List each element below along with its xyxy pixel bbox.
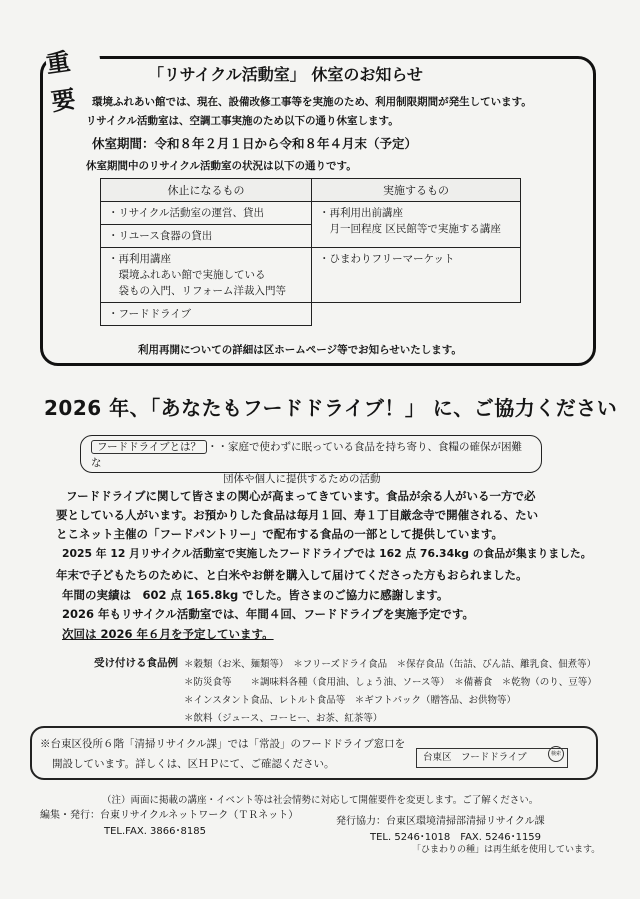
suspended-item: ・リサイクル活動室の運営、貸出 — [108, 207, 265, 219]
notice-line-1: 環境ふれあい館では、現在、設備改修工事等を実施のため、利用制限期間が発生しています。 — [92, 96, 532, 108]
continued-item: ・再利用出前講座 — [319, 207, 403, 219]
col-header-continued: 実施するもの — [312, 179, 521, 202]
para-line: 2025 年 12 月リサイクル活動室で実施したフードドライブでは 162 点 76.34kg の食品が集まりました。 — [62, 547, 592, 560]
accepted-line: ＊穀類（お米、麺類等） ＊フリーズドライ食品 ＊保存食品（缶詰、びん詰、離乳食、佃煮等） — [184, 659, 597, 670]
search-box[interactable] — [416, 748, 568, 768]
footer-paper-note: 「ひまわりの種」は再生紙を使用しています。 — [412, 845, 601, 855]
food-drive-headline: 2026 年、「あなたもフードドライブ！」 に、ご協力ください — [44, 396, 618, 420]
permanent-line-1: ※台東区役所６階「清掃リサイクル課」では「常設」のフードドライブ窓口を — [40, 738, 406, 750]
suspended-cell-0 — [101, 202, 312, 225]
para-line: 年末で子どもたちのために、と白米やお餅を購入して届けてくださった方もおられました。 — [56, 568, 528, 582]
suspended-item-detail: 環境ふれあい館で実施している — [108, 269, 266, 281]
footer-note: （注）両面に掲載の講座・イベント等は社会情勢に対応して開催要件を変更します。ご了解ください。 — [102, 795, 539, 806]
definition-term: フードドライブとは？ — [91, 440, 207, 454]
permanent-line-2: 開設しています。詳しくは、区ＨＰにて、ご確認ください。 — [52, 758, 335, 770]
continued-item-detail: 月一回程度 区民館等で実施する講座 — [319, 223, 501, 235]
definition-text-2: 団体や個人に提供するための活動 — [223, 473, 381, 485]
footer-coop-tel: TEL. 5246･1018 FAX. 5246･1159 — [370, 832, 542, 843]
para-line: とこネット主催の「フードパントリー」で配布する食品の一部として提供しています。 — [56, 527, 504, 541]
col-header-suspended: 休止になるもの — [101, 179, 312, 202]
accepted-line: ＊防災食等 ＊調味料各種（食用油、しょう油、ソース等） ＊備蓄食 ＊乾物（のり、豆等） — [184, 677, 597, 688]
search-text: 台東区 フードドライブ — [423, 752, 527, 763]
empty-cell — [312, 303, 521, 326]
footer-editor: 編集・発行：台東リサイクルネットワーク（ＴＲネット） — [40, 810, 299, 821]
status-table — [100, 178, 521, 326]
para-line: 2026 年もリサイクル活動室では、年間４回、フードドライブを実施予定です。 — [62, 607, 474, 621]
accepted-label: 受け付ける食品例 — [94, 657, 178, 669]
closure-period-label: 休室期間： — [92, 136, 155, 151]
para-line-next: 次回は 2026 年６月を予定しています。 — [62, 627, 274, 641]
para-line: 年間の実績は 602 点 165.8kg でした。皆さまのご協力に感謝します。 — [62, 588, 449, 602]
notice-line-2: リサイクル活動室は、空調工事実施のため以下の通り休室します。 — [86, 115, 399, 127]
footer-coop: 発行協力：台東区環境清掃部清掃リサイクル課 — [336, 816, 545, 827]
notice-title: 「リサイクル活動室」 休室のお知らせ — [148, 65, 423, 84]
closure-period-value: 令和８年２月１日から令和８年４月末（予定） — [154, 136, 418, 151]
important-badge: 重 要 — [44, 38, 103, 83]
continued-cell-1 — [312, 248, 521, 303]
reopen-footnote: 利用再開についての詳細は区ホームページ等でお知らせいたします。 — [138, 344, 462, 356]
para-line: 要としている人がいます。お預かりした食品は毎月１回、寿１丁目厳念寺で開催される、たい — [56, 508, 539, 522]
definition-line-1 — [91, 439, 531, 471]
suspended-cell-3 — [101, 303, 312, 326]
suspended-item: ・フードドライブ — [108, 308, 192, 320]
closure-period — [92, 134, 417, 152]
suspended-item: ・リユース食器の貸出 — [108, 230, 213, 242]
suspended-item: ・再利用講座 — [108, 253, 171, 265]
suspended-cell-2 — [101, 248, 312, 303]
suspended-cell-1 — [101, 225, 312, 248]
accepted-line: ＊飲料（ジュース、コーヒー、お茶、紅茶等） — [184, 713, 383, 724]
continued-item: ・ひまわりフリーマーケット — [319, 253, 455, 265]
suspended-item-detail: 袋もの入門、リフォーム洋裁入門等 — [108, 285, 286, 297]
search-button[interactable]: 検索 — [548, 746, 564, 762]
para-line: フードドライブに関して皆さまの関心が高まってきています。食品が余る人がいる一方で必 — [66, 489, 536, 503]
definition-text-1: ・・家庭で使わずに眠っている食品を持ち寄り、食糧の確保が困難な — [91, 441, 523, 469]
accepted-line: ＊インスタント食品、レトルト食品等 ＊ギフトパック（贈答品、お供物等） — [184, 695, 517, 706]
footer-editor-tel: TEL.FAX. 3866･8185 — [104, 826, 206, 837]
status-intro: 休室期間中のリサイクル活動室の状況は以下の通りです。 — [86, 160, 357, 172]
definition-box — [80, 435, 542, 485]
continued-cell-0 — [312, 202, 521, 248]
